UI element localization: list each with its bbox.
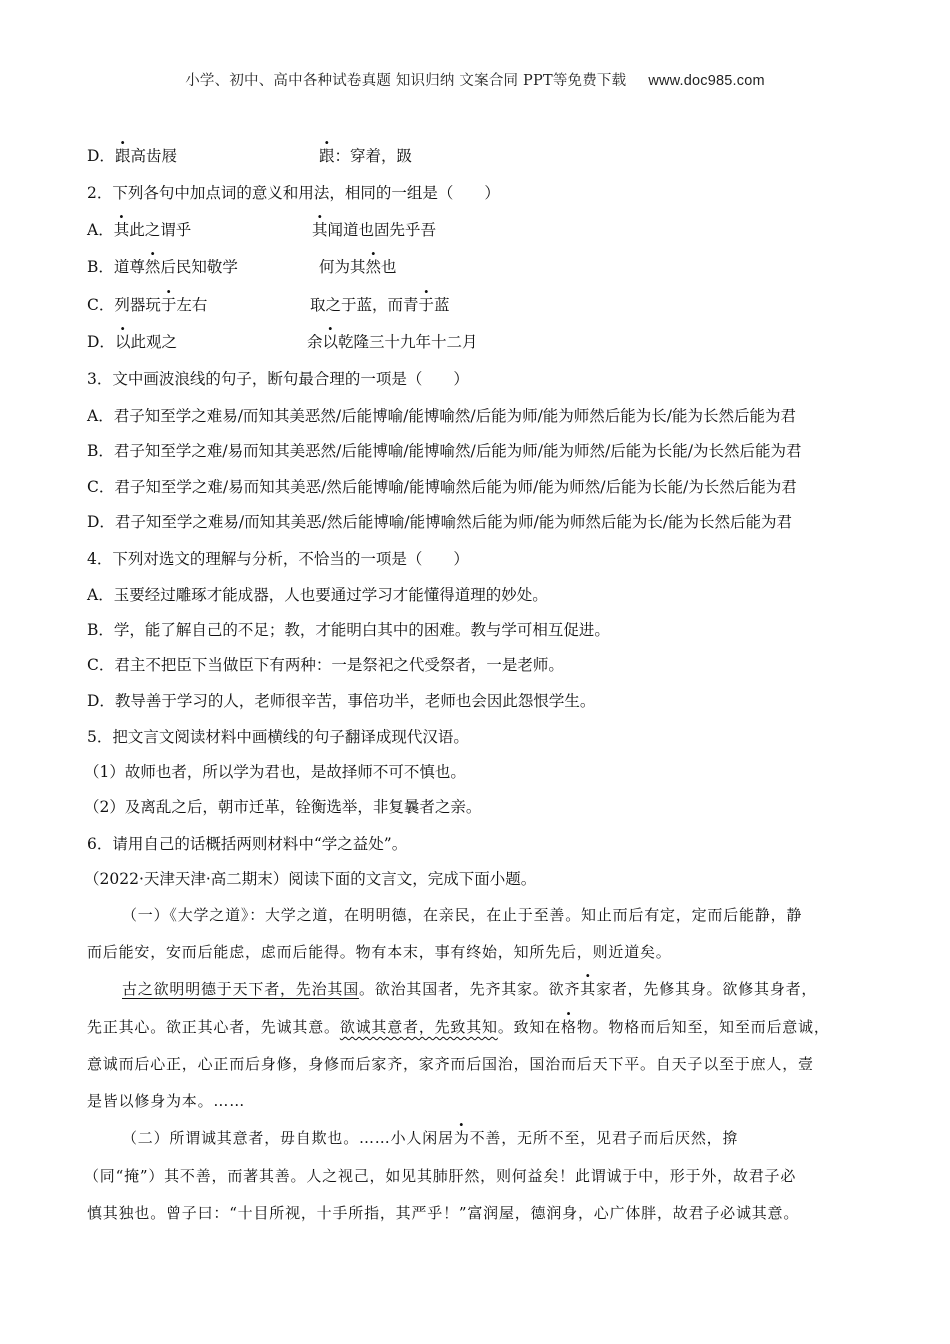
passage-p2-line4: 是皆以修身为本。……	[87, 1092, 246, 1110]
q4-stem: 4．下列对选文的理解与分析，不恰当的一项是（ ）	[87, 550, 469, 568]
option-text: 高齿屐	[130, 147, 177, 165]
q3-option-d: D．君子知至学之难易/而知其美恶/然后能博喻/能博喻然后能为师/能为师然后能为长/能为长然后能为君	[87, 513, 793, 531]
passage-p2-line3: 意诚而后心正，心正而后身修，身修而后家齐，家齐而后国治，国治而后天下平。自天子以至于庶人，壹	[87, 1055, 814, 1073]
q3-stem: 3．文中画波浪线的句子，断句最合理的一项是（ ）	[87, 370, 469, 388]
q4-option-b: B．学，能了解自己的不足；教，才能明白其中的困难。教与学可相互促进。	[87, 621, 610, 639]
q2-option-b: B．道尊然后民知敬学 何为其然也	[87, 258, 397, 276]
header-text: 小学、初中、高中各种试卷真题 知识归纳 文案合同 PPT等免费下载	[185, 73, 627, 89]
passage-p3-line3: 慎其独也。曾子曰：“十目所视，十手所指，其严乎！”富润屋，德润身，心广体胖，故君子必诚其意。	[87, 1204, 800, 1222]
q5-stem: 5．把文言文阅读材料中画横线的句子翻译成现代汉语。	[87, 728, 469, 746]
passage-p3-line2: （同“掩”）其不善，而著其善。人之视己，如见其肺肝然，则何益矣！此谓诚于中，形于外，故君子必	[84, 1167, 797, 1185]
passage-source: （2022·天津天津·高二期末）阅读下面的文言文，完成下面小题。	[84, 870, 537, 888]
q5-item-1: （1）故师也者，所以学为君也，是故择师不可不慎也。	[84, 763, 466, 781]
q1-option-d	[87, 146, 413, 166]
q3-option-c: C．君子知至学之难/易而知其美恶/然后能博喻/能博喻然后能为师/能为师然/后能为长能/为长然后能为君	[87, 478, 797, 496]
q2-option-d: D．以此观之 余以乾隆三十九年十二月	[87, 333, 478, 351]
q2-stem: 2．下列各句中加点词的意义和用法，相同的一组是（ ）	[87, 184, 500, 202]
q6-stem: 6．请用自己的话概括两则材料中“学之益处”。	[87, 835, 408, 853]
passage-p2-line1: 古之欲明明德于天下者，先治其国。欲治其国者，先齐其家。欲齐其家者，先修其身。欲修其身者，	[122, 980, 818, 998]
dotted-char: 跟	[114, 147, 131, 165]
header-url[interactable]: www.doc985.com	[648, 73, 765, 89]
underlined-sentence: 古之欲明明德于天下者，先治其国	[122, 980, 360, 998]
passage-p1-line2: 而后能安，安而后能虑，虑而后能得。物有本末，事有终始，知所先后，则近道矣。	[87, 943, 672, 961]
q3-option-a: A．君子知至学之难易/而知其美恶然/后能博喻/能博喻然/后能为师/能为师然后能为长/能为长然后能为君	[87, 407, 797, 425]
passage-p1-line1: （一）《大学之道》：大学之道，在明明德，在亲民，在止于至善。知止而后有定，定而后能静，静	[122, 906, 803, 924]
q4-option-a: A．玉要经过雕琢才能成器，人也要通过学习才能懂得道理的妙处。	[87, 586, 548, 604]
q5-item-2: （2）及离乱之后，朝市迁革，铨衡选举，非复曩者之亲。	[84, 798, 482, 816]
option-gloss: 跟：穿着，趿	[319, 147, 413, 165]
q4-option-d: D．教导善于学习的人，老师很辛苦，事倍功半，老师也会因此怨恨学生。	[87, 692, 596, 710]
page-header	[0, 69, 950, 90]
wavy-underlined-sentence: 欲诚其意者，先致其知	[339, 1018, 498, 1036]
q4-option-c: C．君主不把臣下当做臣下有两种：一是祭祀之代受祭者，一是老师。	[87, 656, 564, 674]
q2-option-c: C．列器玩于左右 取之于蓝，而青于蓝	[87, 296, 450, 314]
passage-p3-line1: （二）所谓诚其意者，毋自欺也。……小人闲居为不善，无所不至，见君子而后厌然，揜	[122, 1129, 739, 1147]
option-label: D．	[87, 147, 115, 165]
passage-p2-line2: 先正其心。欲正其心者，先诚其意。欲诚其意者，先致其知。致知在格物。物格而后知至，知至而后意诚，	[87, 1018, 830, 1036]
q3-option-b: B．君子知至学之难/易而知其美恶然/后能博喻/能博喻然/后能为师/能为师然/后能为长能/为长然后能为君	[87, 442, 802, 460]
q2-option-a: A．其此之谓乎 其闻道也固先乎吾	[87, 221, 437, 239]
